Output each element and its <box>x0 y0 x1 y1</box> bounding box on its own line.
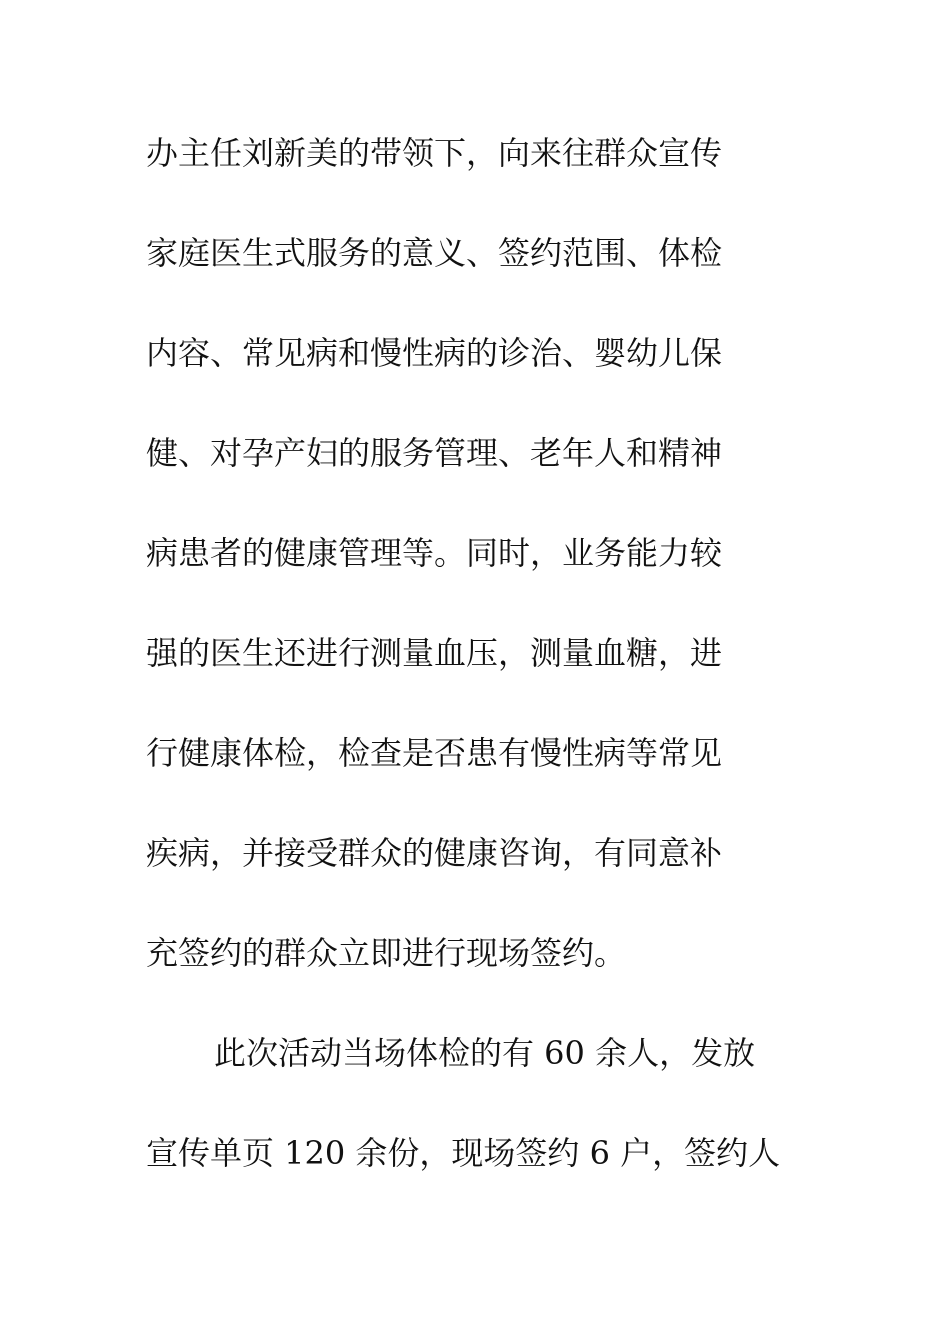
paragraph-line: 强的医生还进行测量血压，测量血糖，进 <box>146 634 723 672</box>
paragraph-line: 疾病，并接受群众的健康咨询，有同意补 <box>146 834 723 872</box>
paragraph-line: 健、对孕产妇的服务管理、老年人和精神 <box>146 434 723 472</box>
paragraph-line: 宣传单页 120 余份，现场签约 6 户，签约人 <box>146 1134 781 1172</box>
paragraph-line: 办主任刘新美的带领下，向来往群众宣传 <box>146 134 723 172</box>
paragraph-line: 此次活动当场体检的有 60 余人，发放 <box>214 1034 756 1072</box>
paragraph-line: 行健康体检，检查是否患有慢性病等常见 <box>146 734 723 772</box>
paragraph-line: 家庭医生式服务的意义、签约范围、体检 <box>146 234 723 272</box>
paragraph-line: 内容、常见病和慢性病的诊治、婴幼儿保 <box>146 334 723 372</box>
paragraph-line: 充签约的群众立即进行现场签约。 <box>146 934 627 972</box>
paragraph-line: 病患者的健康管理等。同时，业务能力较 <box>146 534 723 572</box>
